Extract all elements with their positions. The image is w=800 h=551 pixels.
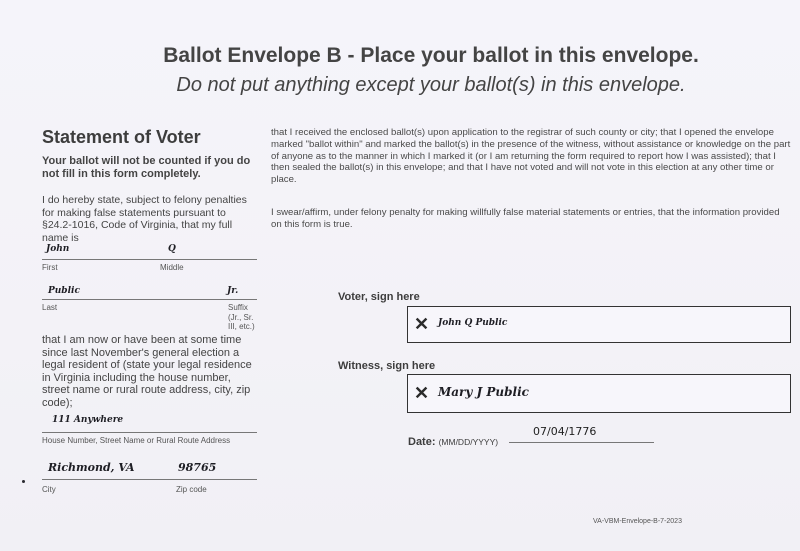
- declaration-paragraph: that I received the enclosed ballot(s) upon application to the registrar of such county or city; that I opened the envelope marked "ballot within" and marked the ballot(s) in the presence of the witness, without assistance or knowledge on the part of anyone as to the manner in which I marked it (or I am returning the form required to report how I was assisted); that I then sealed the ballot(s) in this envelope; and that I have not voted and will not vote in this election at any other time or place.: [271, 127, 791, 186]
- form-title: Ballot Envelope B - Place your ballot in this envelope.: [163, 44, 699, 67]
- witness-x-mark-icon: ✕: [414, 383, 430, 403]
- intro-statement: I do hereby state, subject to felony penalties for making false statements pursuant to §24.2-1016, Code of Virginia, that my full name is: [42, 194, 247, 244]
- address-field[interactable]: [42, 432, 257, 433]
- form-code: VA-VBM-Envelope-B-7-2023: [593, 518, 682, 525]
- form-subtitle: Do not put anything except your ballot(s) in this envelope.: [176, 74, 686, 96]
- last-name-label: Last: [42, 303, 58, 312]
- suffix-label: Suffix (Jr., Sr. III, etc.): [228, 303, 255, 331]
- date-value: 07/04/1776: [533, 425, 597, 438]
- ink-smudge: [22, 480, 25, 483]
- date-field[interactable]: [509, 442, 654, 443]
- suffix-value: Jr.: [227, 286, 239, 296]
- middle-name-label: Middle: [160, 263, 184, 272]
- first-name-label: First: [42, 263, 58, 272]
- city-zip-field[interactable]: [42, 479, 257, 480]
- affirmation-paragraph: I swear/affirm, under felony penalty for making willfully false material statements or entries, that the information provided on this form is true.: [271, 207, 780, 230]
- middle-name-value: Q: [168, 244, 176, 254]
- witness-signature-value: Mary J Public: [438, 385, 529, 399]
- voter-signature-label: Voter, sign here: [338, 291, 420, 303]
- voter-signature-value: John Q Public: [438, 318, 508, 328]
- residence-statement: that I am now or have been at some time since last November's general election a legal resident of (state your legal residence in Virginia including the house number, street name or rural route address, city, zip code);: [42, 334, 252, 409]
- first-name-value: John: [46, 244, 70, 254]
- witness-signature-box[interactable]: [407, 374, 791, 413]
- city-label: City: [42, 485, 56, 494]
- address-label: House Number, Street Name or Rural Route Address: [42, 436, 231, 445]
- address-value: 111 Anywhere: [52, 415, 124, 425]
- voter-x-mark-icon: ✕: [414, 314, 430, 334]
- completion-warning: Your ballot will not be counted if you do not fill in this form completely.: [42, 155, 251, 180]
- voter-signature-box[interactable]: [407, 306, 791, 343]
- statement-heading: Statement of Voter: [42, 127, 201, 147]
- zip-label: Zip code: [176, 485, 207, 494]
- last-name-value: Public: [48, 286, 80, 296]
- last-name-suffix-field[interactable]: [42, 299, 257, 300]
- date-label: [408, 436, 498, 448]
- witness-signature-label: Witness, sign here: [338, 360, 436, 372]
- date-format-hint: (MM/DD/YYYY): [438, 437, 499, 447]
- zip-value: 98765: [178, 461, 217, 474]
- city-value: Richmond, VA: [48, 461, 135, 474]
- first-middle-name-field[interactable]: [42, 259, 257, 260]
- date-label-text: Date:: [408, 436, 436, 448]
